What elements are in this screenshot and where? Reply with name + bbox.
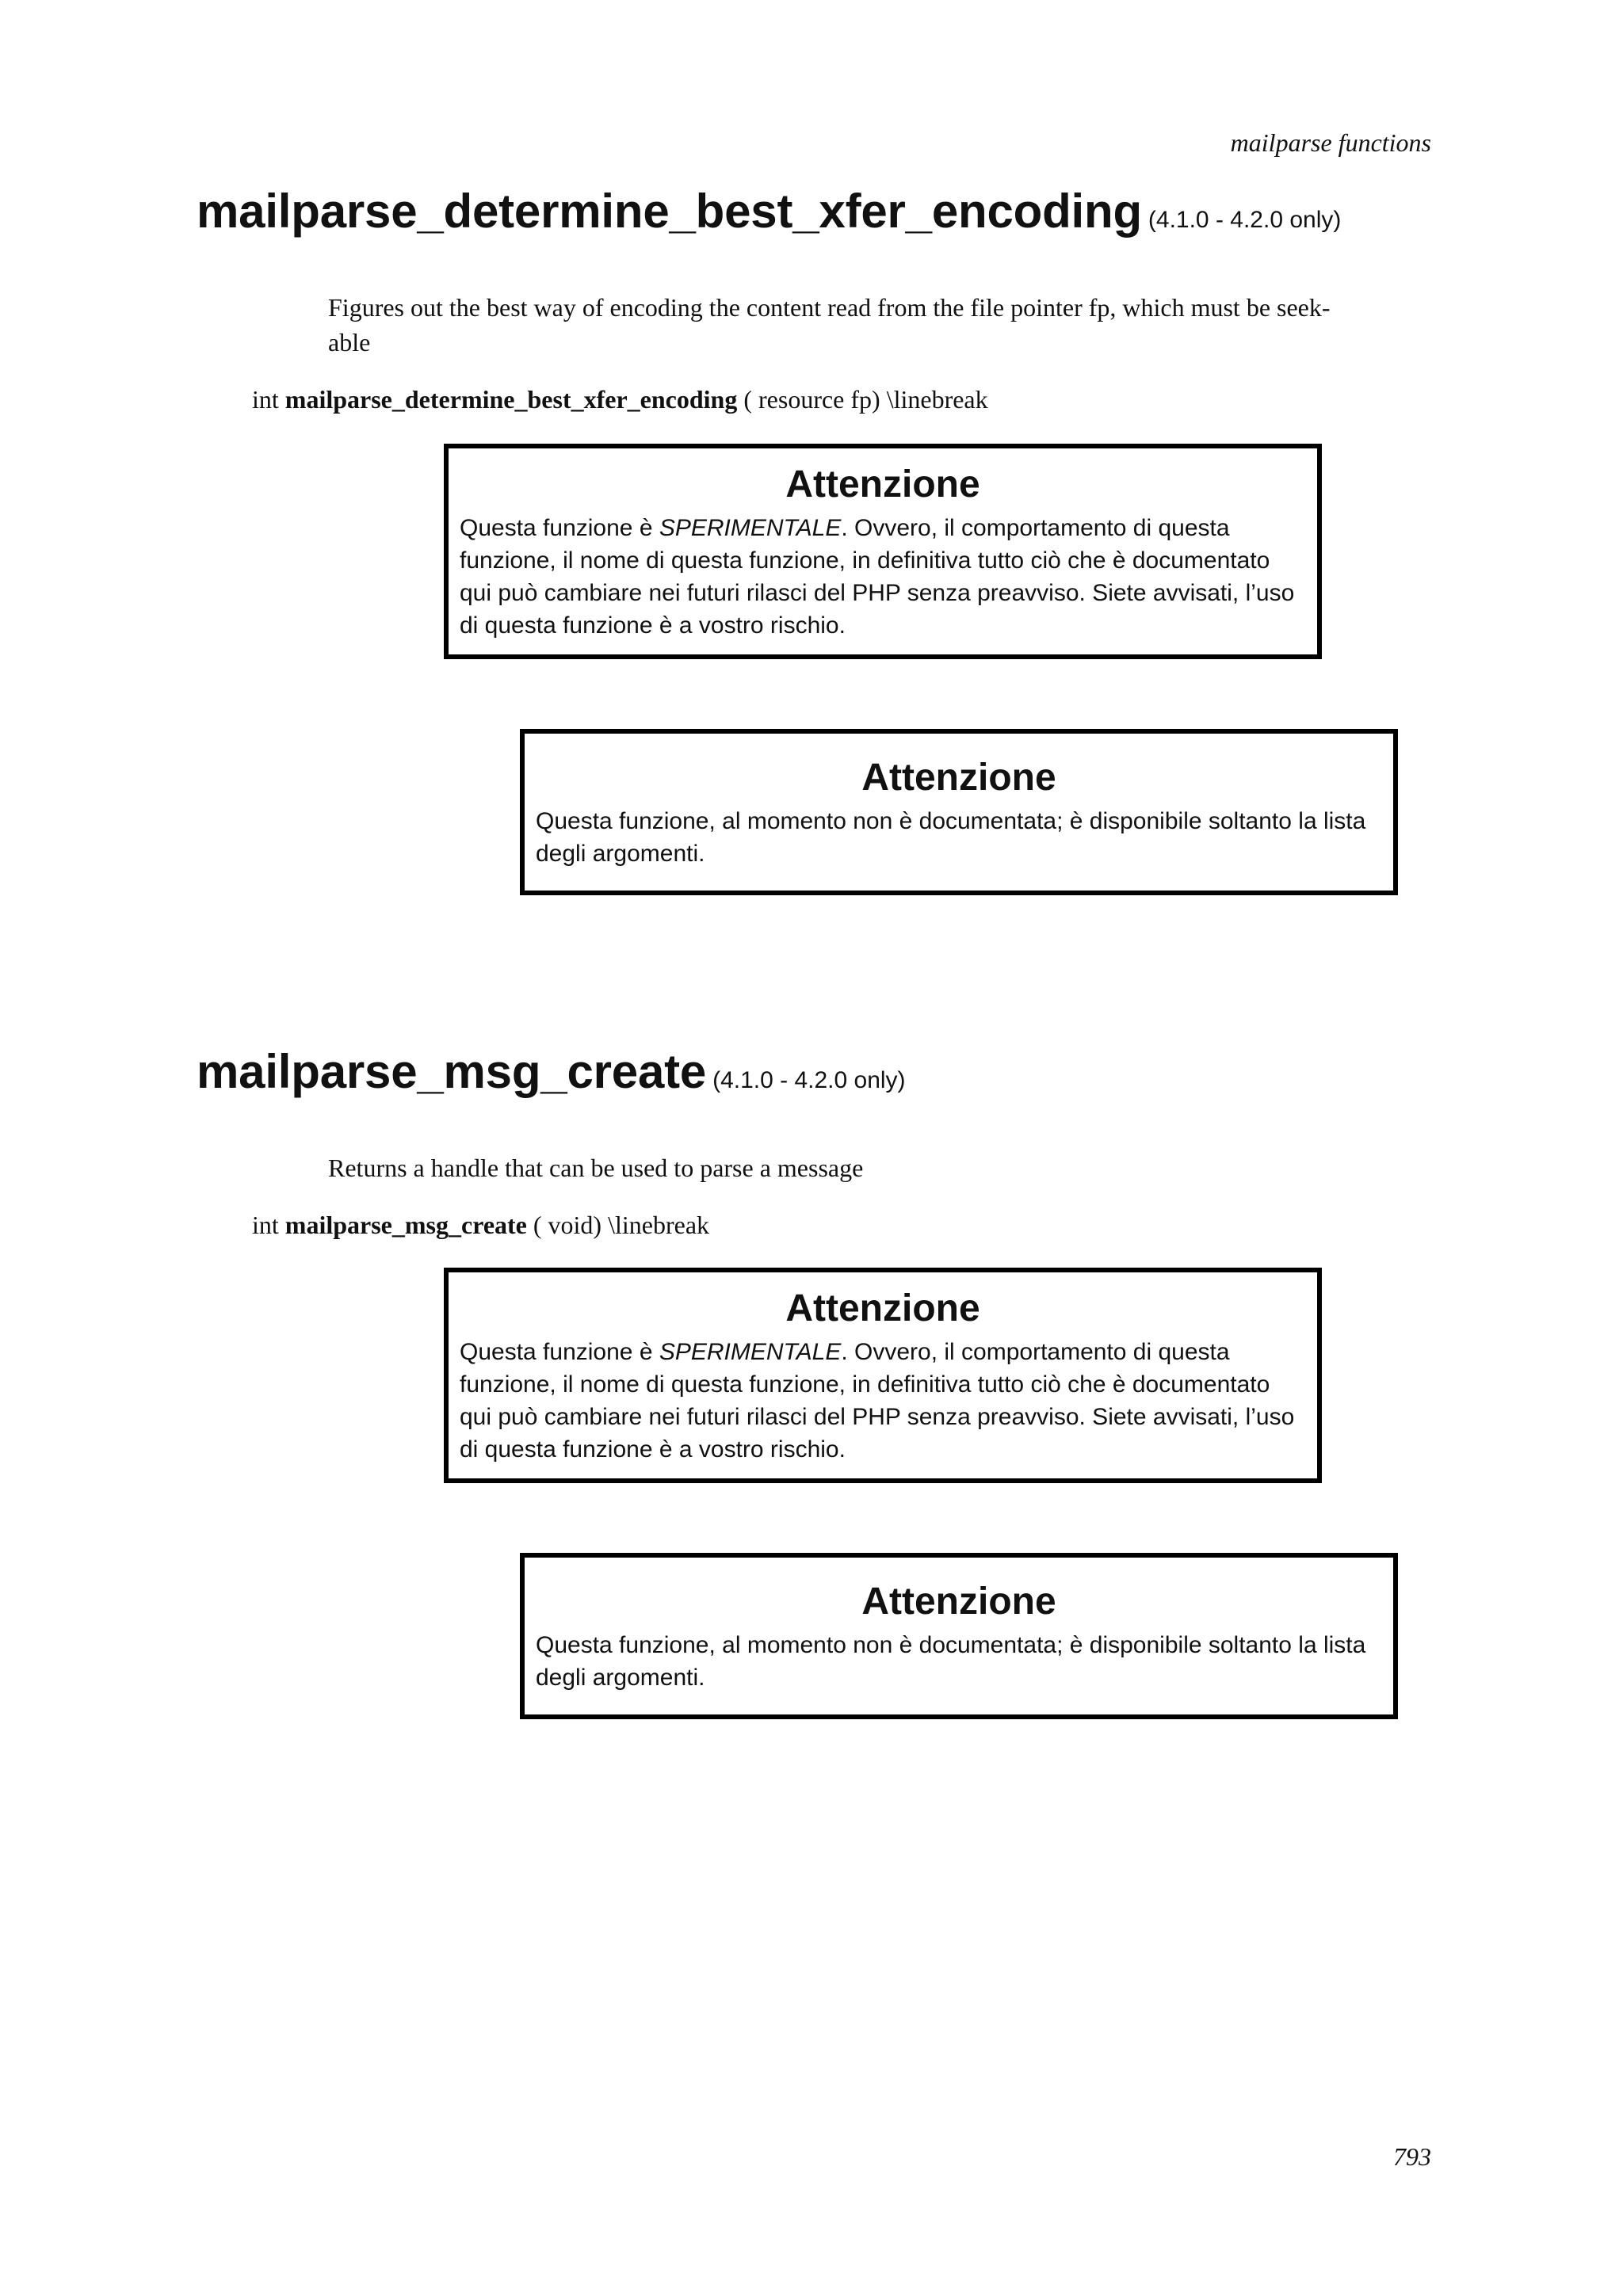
synopsis-args: ( void) \linebreak	[533, 1211, 710, 1239]
undocumented-warning-box	[520, 1553, 1398, 1719]
experimental-warning-box	[444, 444, 1322, 659]
warning-text: Questa funzione è SPERIMENTALE. Ovvero, il comportamento di questa funzione, il nome di questa funzione, in definitiva tutto ciò che è documentato qui può cambiare nei futuri rilasci del PHP senza preavviso. Siete avvisati, l’uso di questa funzione è a vostro rischio.	[460, 1339, 1295, 1463]
warning-title: Attenzione	[785, 1287, 980, 1329]
warning-text: Questa funzione, al momento non è documentata; è disponibile soltanto la lista degli argomenti.	[536, 1632, 1366, 1691]
warning-text: Questa funzione, al momento non è documentata; è disponibile soltanto la lista degli argomenti.	[536, 808, 1366, 867]
function-purpose: Figures out the best way of encoding the content read from the file pointer fp, which must be seek-able	[328, 293, 1331, 357]
warning-emphasis: SPERIMENTALE	[659, 515, 842, 541]
function-name: mailparse_determine_best_xfer_encoding	[197, 185, 1142, 238]
function-purpose: Returns a handle that can be used to parse a message	[328, 1154, 864, 1182]
version-info: (4.1.0 - 4.2.0 only)	[1148, 207, 1342, 233]
function-title	[197, 184, 1341, 238]
synopsis-function-name: mailparse_msg_create	[285, 1211, 527, 1239]
synopsis-function-name: mailparse_determine_best_xfer_encoding	[285, 385, 738, 414]
return-type: int	[252, 1211, 279, 1239]
warning-emphasis: SPERIMENTALE	[659, 1339, 842, 1365]
version-info: (4.1.0 - 4.2.0 only)	[712, 1067, 906, 1093]
page-number: 793	[1393, 2142, 1431, 2171]
function-synopsis	[252, 1211, 709, 1240]
synopsis-args: ( resource fp) \linebreak	[743, 385, 988, 414]
undocumented-warning-box	[520, 729, 1398, 895]
function-synopsis	[252, 385, 988, 414]
warning-title: Attenzione	[785, 463, 980, 505]
return-type: int	[252, 385, 279, 414]
warning-title: Attenzione	[861, 757, 1056, 799]
warning-text: Questa funzione è SPERIMENTALE. Ovvero, il comportamento di questa funzione, il nome di questa funzione, in definitiva tutto ciò che è documentato qui può cambiare nei futuri rilasci del PHP senza preavviso. Siete avvisati, l’uso di questa funzione è a vostro rischio.	[460, 515, 1295, 639]
warning-title: Attenzione	[861, 1581, 1056, 1623]
function-name: mailparse_msg_create	[197, 1045, 707, 1098]
function-title	[197, 1044, 906, 1099]
experimental-warning-box	[444, 1268, 1322, 1483]
running-header: mailparse functions	[1230, 128, 1431, 157]
